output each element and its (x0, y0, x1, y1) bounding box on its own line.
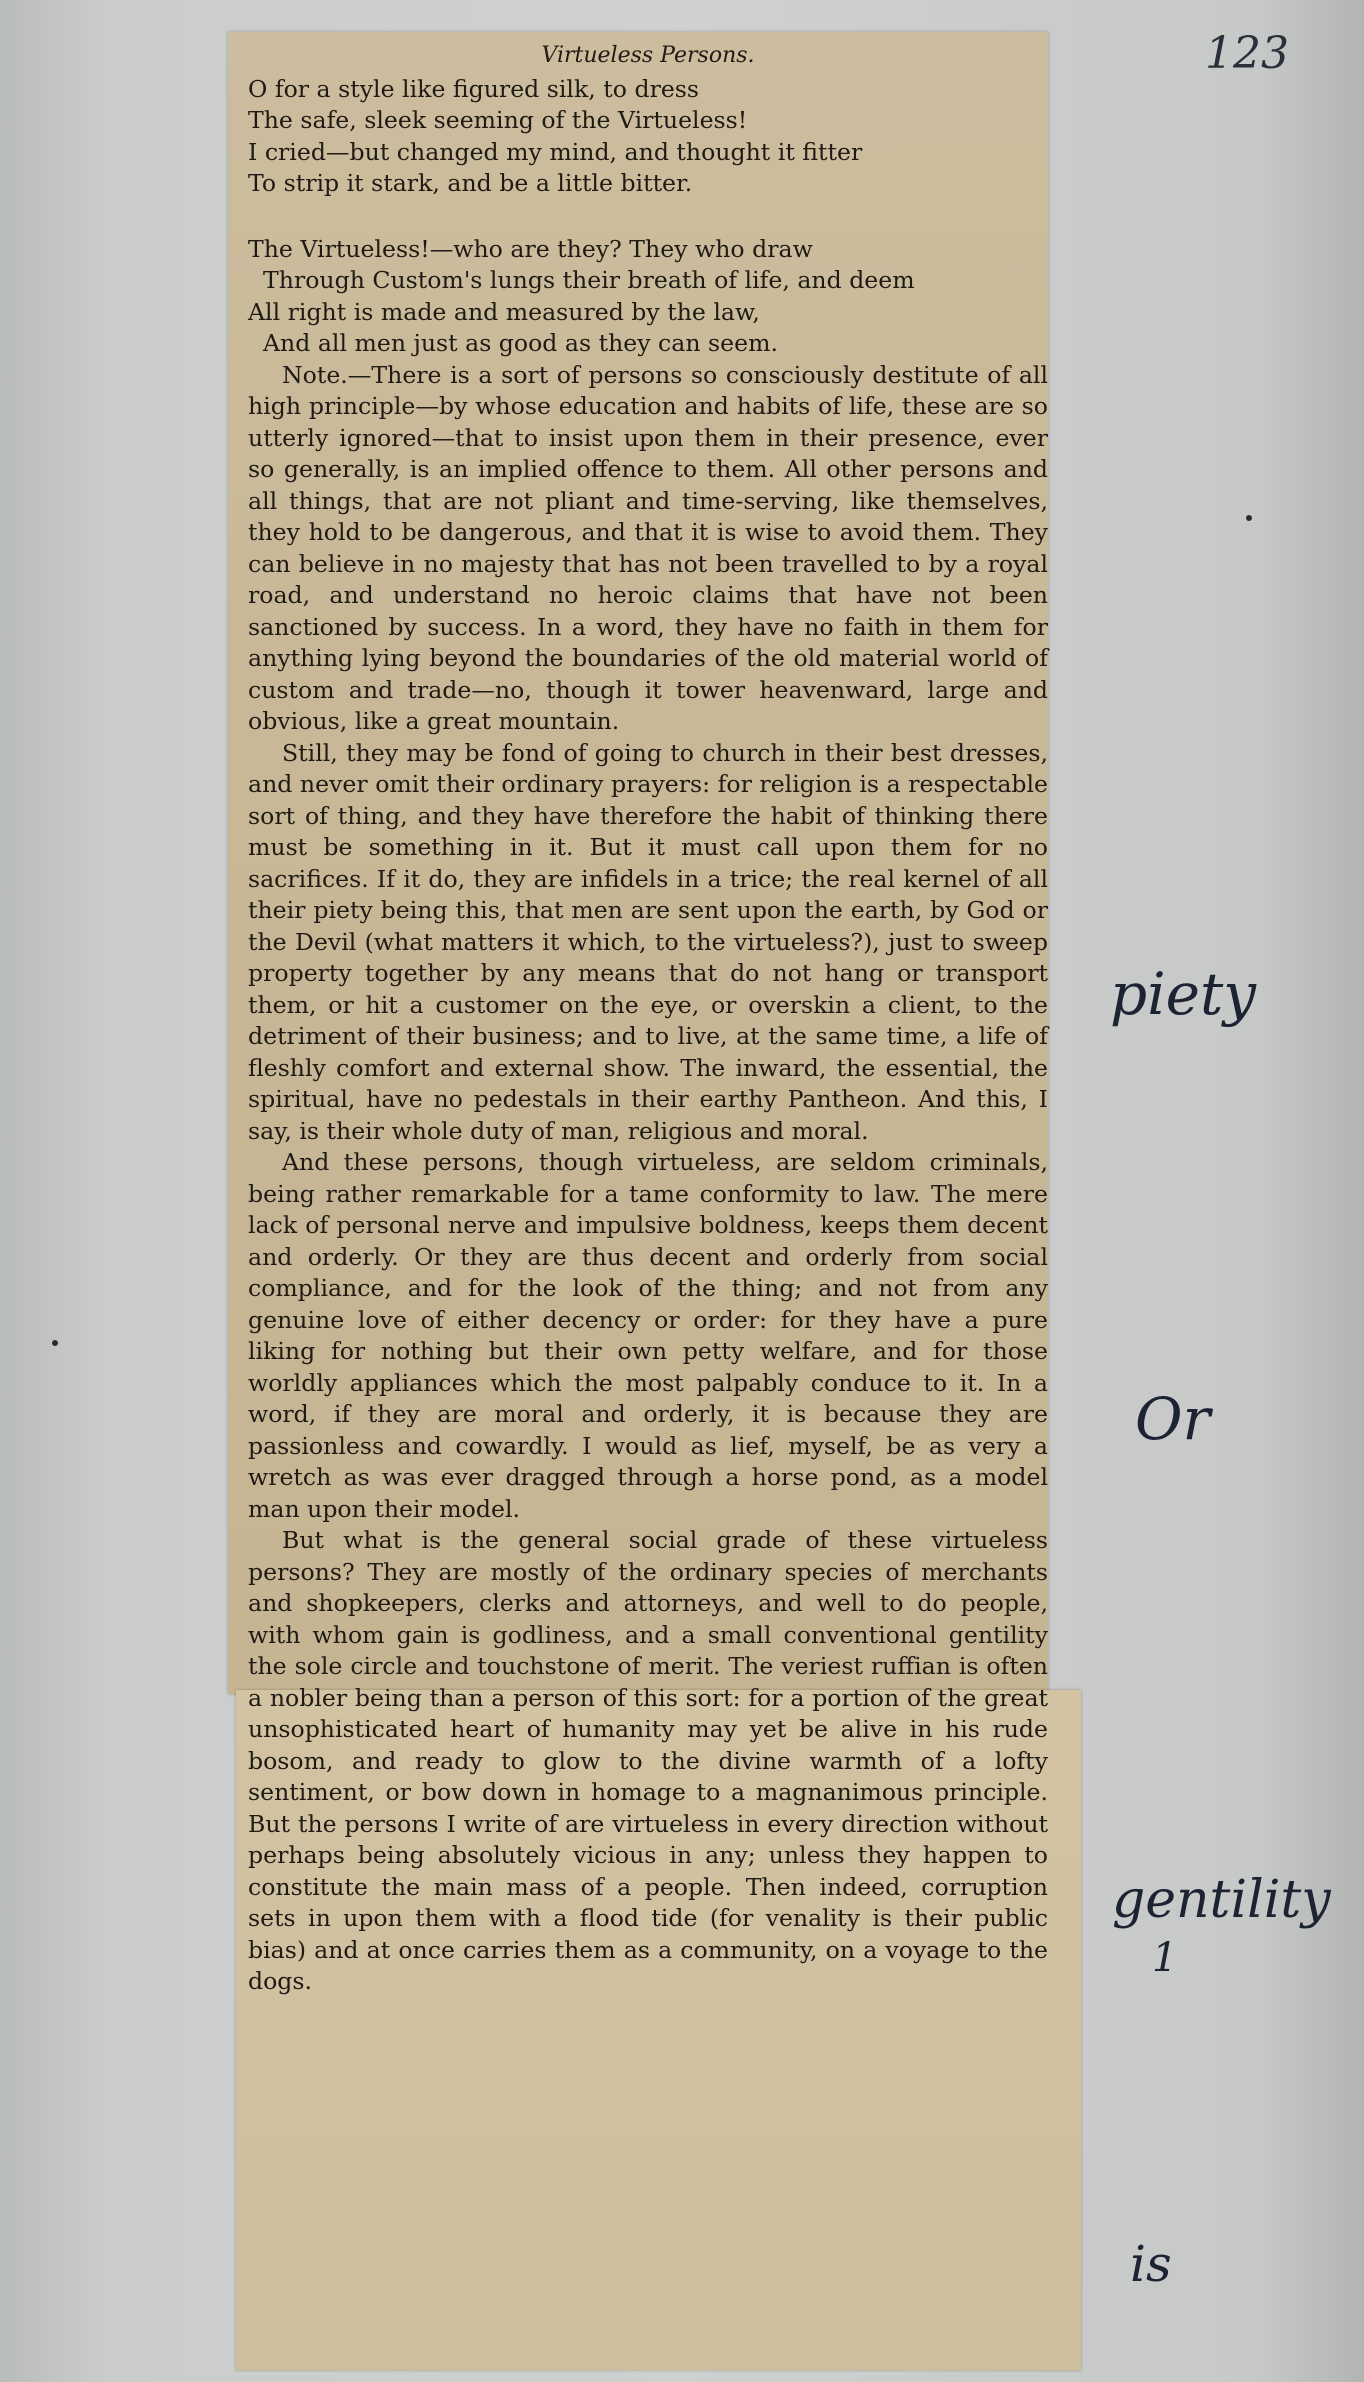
verse-line: The safe, sleek seeming of the Virtueless! (248, 106, 748, 134)
verse-line: All right is made and measured by the law, (248, 297, 760, 326)
note-paragraph: Note.—There is a sort of persons so consciously destitute of all high principle—by whose education and habits of life, these are so utterly ignored—that to insist upon them in their presence, ever so generally, is an implied offence to them. All other persons and all things, that are not pliant and time-serving, like themselves, they hold to be dangerous, and that it is wise to avoid them. They can believe in no majesty that has not been travelled to by a royal road, and understand no heroic claims that have not been sanctioned by success. In a word, they have no faith in them for anything lying beyond the boundaries of the old material world of custom and trade—no, though it tower heavenward, large and obvious, like a great mountain. (248, 360, 1048, 735)
verse-line: To strip it stark, and be a little bitter. (248, 169, 693, 197)
verse-line: I cried—but changed my mind, and thought it fitter (248, 137, 863, 166)
margin-note-piety: piety (1110, 960, 1257, 1028)
margin-note-gentility-mark: 1 (1152, 1935, 1178, 1981)
body-paragraph: But what is the general social grade of these virtueless persons? They are mostly of the ordinary species of merchants and shopkeepers, clerks and attorneys, and well to do people, with whom gain is godliness, and a small conventional gentility the sole circle and touchstone of merit. The veriest ruffian is often a nobler being than a person of this sort: for a portion of the great unsophisticated heart of humanity may yet be alive in his rude bosom, and ready to glow to the divine warmth of a lofty sentiment, or bow down in homage to a magnanimous principle. But the persons I write of are virtueless in every direction without perhaps being absolutely vicious in any; unless they happen to constitute the main mass of a people. Then indeed, corruption sets in upon them with a flood tide (for venality is their public bias) and at once carries them as a community, on a voyage to the dogs. (248, 1526, 1048, 1995)
verse-line: The Virtueless!—who are they? They who draw (248, 234, 813, 263)
verse-line: Through Custom's lungs their breath of life, and deem (248, 266, 915, 294)
margin-note-or: Or (1135, 1385, 1211, 1453)
article-title: Virtueless Persons. (541, 43, 755, 68)
margin-note-is: is (1130, 2235, 1172, 2293)
body-paragraph: Still, they may be fond of going to church in their best dresses, and never omit their ordinary prayers: for religion is a respectable sort of thing, and they have therefore the habit of thinking there must be something in it. But it must call upon them for no sacrifices. If it do, they are infidels in a trice; the real kernel of all their piety being this, that men are sent upon the earth, by God or the Devil (what matters it which, to the virtueless?), just to sweep property together by any means that do not hang or transport them, or hit a customer on the eye, or overskin a client, to the detriment of their business; and to live, at the same time, a life of fleshly comfort and external show. The inward, the essential, the spiritual, have no pedestals in their earthy Pantheon. And this, I say, is their whole duty of man, religious and moral. (248, 738, 1048, 1145)
body-paragraph: And these persons, though virtueless, are seldom criminals, being rather remarkable for a tame conformity to law. The mere lack of personal nerve and impulsive boldness, keeps them decent and orderly. Or they are thus decent and orderly from social compliance, and for the look of the thing; and not from any genuine love of either decency or order: for they have a pure liking for nothing but their own petty welfare, and for those worldly appliances which the most palpably conduce to it. In a word, if they are moral and orderly, it is because they are passionless and cowardly. I would as lief, myself, be as very a wretch as was ever dragged through a horse pond, as a model man upon their model. (248, 1148, 1048, 1523)
margin-note-gentility: gentility (1112, 1870, 1331, 1930)
ink-speck (1246, 515, 1252, 521)
article-column (248, 40, 1048, 1998)
ink-speck (52, 1340, 58, 1346)
verse-line: And all men just as good as they can seem. (248, 329, 778, 357)
stanza-gap (248, 200, 1048, 234)
verse-line: O for a style like figured silk, to dress (248, 74, 700, 103)
page-number: 123 (1205, 28, 1289, 79)
